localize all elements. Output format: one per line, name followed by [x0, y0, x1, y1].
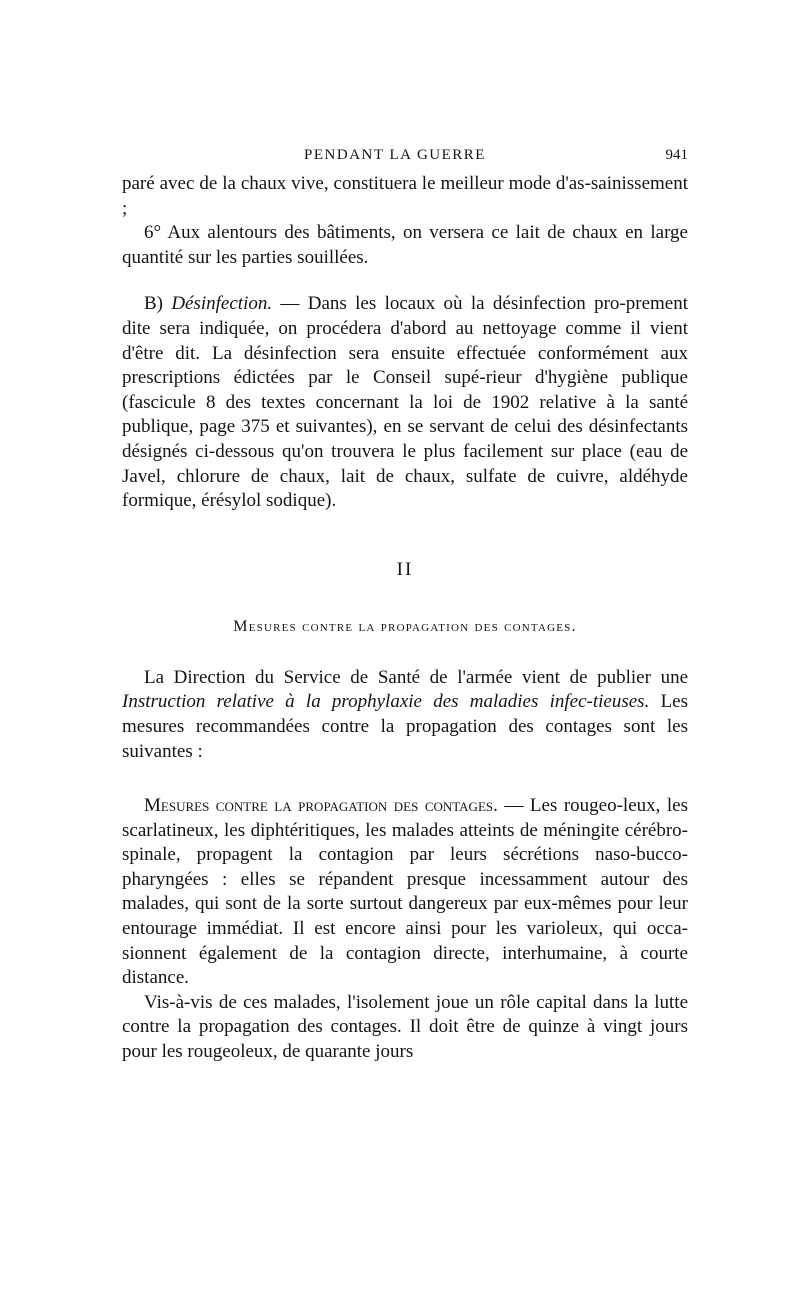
- book-page: [122, 140, 688, 1065]
- direction-text-b: Les mesures recommandées contre la propagation des contages sont les suivantes :: [122, 691, 688, 762]
- paragraph-measures: [122, 794, 688, 991]
- paragraph-continued: paré avec de la chaux vive, constituera le meilleur mode d'as-sainissement ;: [122, 173, 688, 219]
- paragraph-label: B): [144, 293, 172, 315]
- section-title: Mesures contre la propagation des contages.: [233, 617, 577, 635]
- section-numeral: II: [396, 558, 414, 580]
- measures-heading: Mesures contre la propagation des contages.: [144, 795, 498, 817]
- measures-text: — Les rougeo-leux, les scarlatineux, les diphtéritiques, les malades atteints de méningite cérébro-spinale, propagent la contagion par leurs sécrétions naso-bucco-pharyngées : elles se répandent presque incessamment autour des malades, qui sont de la sorte surtout dangereux par eux-mêmes pour leur entourage immédiat. Il est encore ainsi pour les varioleux, qui occa-sionnent également de la contagion directe, interhumaine, à courte distance.: [122, 795, 688, 989]
- paragraph-disinfection: [122, 292, 688, 513]
- paragraph-item-6: 6° Aux alentours des bâtiments, on versera ce lait de chaux en large quantité sur les parties souillées.: [122, 222, 688, 268]
- instruction-title: Instruction relative à la prophylaxie des maladies infec-tieuses.: [122, 691, 650, 713]
- running-head-title: PENDANT LA GUERRE: [304, 147, 486, 163]
- paragraph-isolation: Vis-à-vis de ces malades, l'isolement joue un rôle capital dans la lutte contre la propagation des contages. Il doit être de quinze à vingt jours pour les rougeoleux, de quarante jours: [122, 991, 688, 1063]
- running-head: [122, 140, 688, 172]
- page-number: 941: [665, 147, 688, 163]
- paragraph-direction: [122, 666, 688, 764]
- disinfection-text: — Dans les locaux où la désinfection pro-prement dite sera indiquée, on procédera d'abord au nettoyage comme il vient d'être dit. La désinfection sera ensuite effectuée conformément aux prescriptions édictées par le Conseil supé-rieur d'hygiène publique (fascicule 8 des textes concernant la loi de 1902 relative à la santé publique, page 375 et suivantes), en se servant de celui des désinfectants désignés ci-dessous qu'on trouvera le plus facilement sur place (eau de Javel, chlorure de chaux, lait de chaux, sulfate de cuivre, aldéhyde formique, érésylol sodique).: [122, 293, 688, 512]
- disinfection-heading: Désinfection.: [171, 293, 273, 315]
- direction-text-a: La Direction du Service de Santé de l'armée vient de publier une: [144, 666, 688, 688]
